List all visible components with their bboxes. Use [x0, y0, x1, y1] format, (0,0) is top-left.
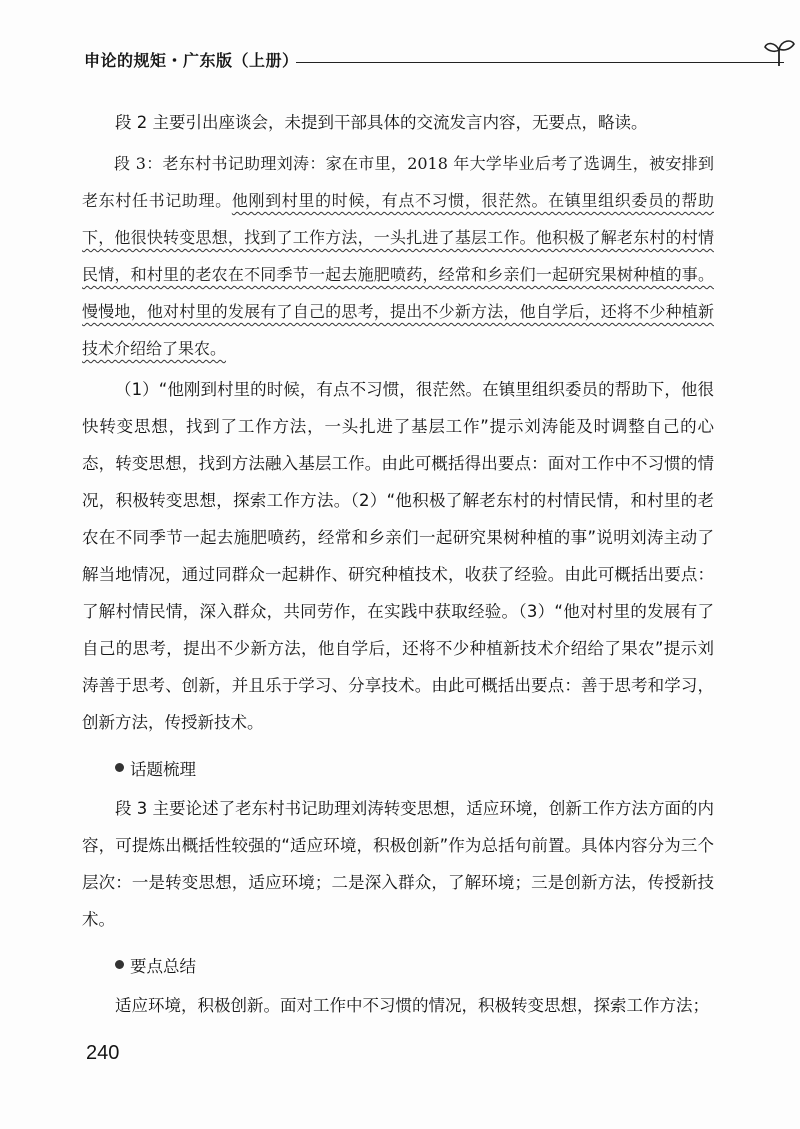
sprout-icon [762, 34, 796, 68]
section-title: 话题梳理 [130, 759, 196, 779]
paragraph: 适应环境，积极创新。面对工作中不习惯的情况，积极转变思想，探索工作方法； [115, 996, 709, 1015]
analysis-paragraph: （1）“他刚到村里的时候，有点不习惯，很茫然。在镇里组织委员的帮助下，他很快转变思想，找到了工作方法，一头扎进了基层工作”提示刘涛能及时调整自己的心态，转变思想，找到方法融入基层工作。由此可概括得出要点：面对工作中不习惯的情况，积极转变思想，探索工作方法。（2）“他积极了解老东村的村情民情，和村里的老农在不同季节一起去施肥喷药，经常和乡亲们一起研究果树种植的事”说明刘涛主动了解当地情况，通过同群众一起耕作、研究种植技术，收获了经验。由此可概括出要点：了解村情民情，深入群众，共同劳作，在实践中获取经验。（3）“他对村里的发展有了自己的思考，提出不少新方法，他自学后，还将不少种植新技术介绍给了果农”提示刘涛善于思考、创新，并且乐于学习、分享技术。由此可概括出要点：善于思考和学习，创新方法，传授新技术。 [82, 380, 714, 732]
section-heading [82, 749, 714, 786]
page-number: 240 [86, 1042, 120, 1064]
header-rule [296, 62, 784, 63]
page-body [82, 104, 714, 1024]
material-intro: 段 3：老东村书记助理刘涛：家在市里，2018 年大学毕业后考了选调生，被安排到老东村任书记助理。 [82, 154, 714, 210]
running-header [84, 48, 724, 72]
book-title: 申论的规矩・广东版（上册） [84, 51, 299, 70]
underlined-material: 他刚到村里的时候，有点不习惯，很茫然。在镇里组织委员的帮助下，他很快转变思想，找到了工作方法，一头扎进了基层工作。他积极了解老东村的村情民情，和村里的老农在不同季节一起去施肥喷药，经常和乡亲们一起研究果树种植的事。慢慢地，他对村里的发展有了自己的思考，提出不少新方法，他自学后，还将不少种植新技术介绍给了果农。 [82, 191, 714, 358]
bullet-icon [115, 763, 124, 772]
paragraph: 段 3 主要论述了老东村书记助理刘涛转变思想，适应环境，创新工作方法方面的内容，可提炼出概括性较强的“适应环境，积极创新”作为总括句前置。具体内容分为三个层次：一是转变思想，适应环境；二是深入群众，了解环境；三是创新方法，传授新技术。 [82, 799, 714, 929]
bullet-icon [115, 960, 124, 969]
section-heading [82, 946, 714, 983]
paragraph: 段 2 主要引出座谈会，未提到干部具体的交流发言内容，无要点，略读。 [115, 113, 648, 132]
quoted-material-paragraph [82, 145, 714, 367]
section-title: 要点总结 [130, 956, 196, 976]
